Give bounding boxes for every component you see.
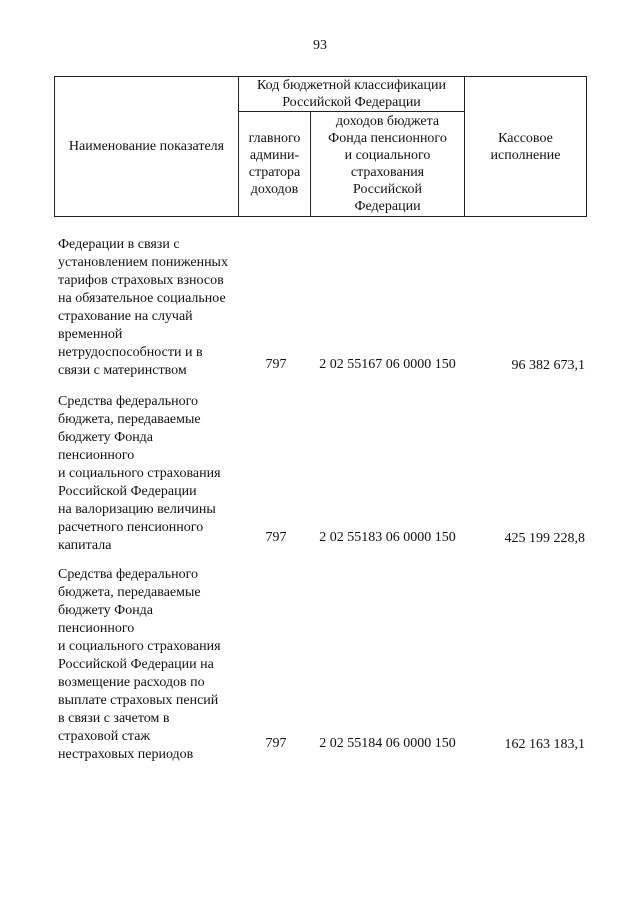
header-income-line: Федерации — [354, 199, 421, 214]
row-amount: 162 163 183,1 — [504, 737, 585, 752]
row-name-line: выплате страховых пенсий — [58, 693, 219, 708]
header-income-line: и социального — [344, 148, 431, 163]
header-amount-column — [465, 77, 586, 216]
row-name-line: Средства федерального — [58, 394, 198, 409]
row-admin-code: 797 — [265, 530, 287, 545]
row-name-line: временной — [58, 327, 123, 342]
row-name-line: бюджета, передаваемые — [58, 585, 201, 600]
header-admin-column — [239, 112, 310, 216]
row-amount: 425 199 228,8 — [504, 531, 585, 546]
page-number: 93 — [313, 38, 327, 53]
row-name-line: связи с материнством — [58, 363, 187, 378]
row-income-code: 2 02 55183 06 0000 150 — [319, 530, 456, 545]
row-name-line: на валоризацию величины — [58, 502, 216, 517]
row-name-line: бюджету Фонда — [58, 430, 154, 445]
row-name — [58, 393, 248, 555]
header-code-group — [239, 77, 464, 111]
row-amount: 96 382 673,1 — [511, 358, 585, 373]
row-name-line: в связи с зачетом в — [58, 711, 170, 726]
row-name-line: пенсионного — [58, 448, 135, 463]
header-amount-line: Кассовое — [498, 130, 553, 146]
header-income-line: страхования — [350, 165, 425, 180]
row-name-line: установлением пониженных — [58, 255, 228, 270]
row-admin-code: 797 — [265, 736, 287, 751]
header-income-line: Российской — [353, 182, 422, 197]
header-code-group-line: Российской Федерации — [282, 95, 421, 110]
row-name-line: Российской Федерации — [58, 484, 197, 499]
header-code-group-line: Код бюджетной классификации — [257, 78, 446, 93]
row-name-line: страховой стаж — [58, 729, 151, 744]
row-name-line: бюджета, передаваемые — [58, 412, 201, 427]
row-name-line: нестраховых периодов — [58, 747, 194, 762]
header-amount-line: исполнение — [490, 147, 561, 163]
row-name-line: пенсионного — [58, 621, 135, 636]
row-name — [58, 236, 248, 380]
row-admin-code: 797 — [265, 357, 287, 372]
row-name-line: тарифов страховых взносов — [58, 273, 224, 288]
row-name-line: на обязательное социальное — [58, 291, 226, 306]
header-income-line: Фонда пенсионного — [328, 131, 447, 146]
header-admin-line: админи- — [249, 148, 300, 163]
row-name-line: капитала — [58, 538, 112, 553]
row-name-line: нетрудоспособности и в — [58, 345, 203, 360]
header-admin-line: стратора — [248, 165, 301, 180]
header-admin-line: главного — [248, 131, 301, 146]
row-name-line: Средства федерального — [58, 567, 198, 582]
row-name-line: Российской Федерации на — [58, 657, 214, 672]
row-name-line: и социального страхования — [58, 466, 221, 481]
row-income-code: 2 02 55167 06 0000 150 — [319, 357, 456, 372]
row-name-line: возмещение расходов по — [58, 675, 205, 690]
header-admin-line: доходов — [250, 182, 299, 197]
header-name-label: Наименование показателя — [68, 139, 225, 154]
row-name-line: расчетного пенсионного — [58, 520, 204, 535]
row-name-line: страхование на случай — [58, 309, 193, 324]
row-name — [58, 566, 248, 764]
row-name-line: бюджету Фонда — [58, 603, 154, 618]
header-income-column — [311, 112, 464, 216]
row-name-line: и социального страхования — [58, 639, 221, 654]
header-name-column — [55, 77, 238, 216]
header-income-line: доходов бюджета — [335, 114, 440, 129]
row-name-line: Федерации в связи с — [58, 237, 180, 252]
row-income-code: 2 02 55184 06 0000 150 — [319, 736, 456, 751]
